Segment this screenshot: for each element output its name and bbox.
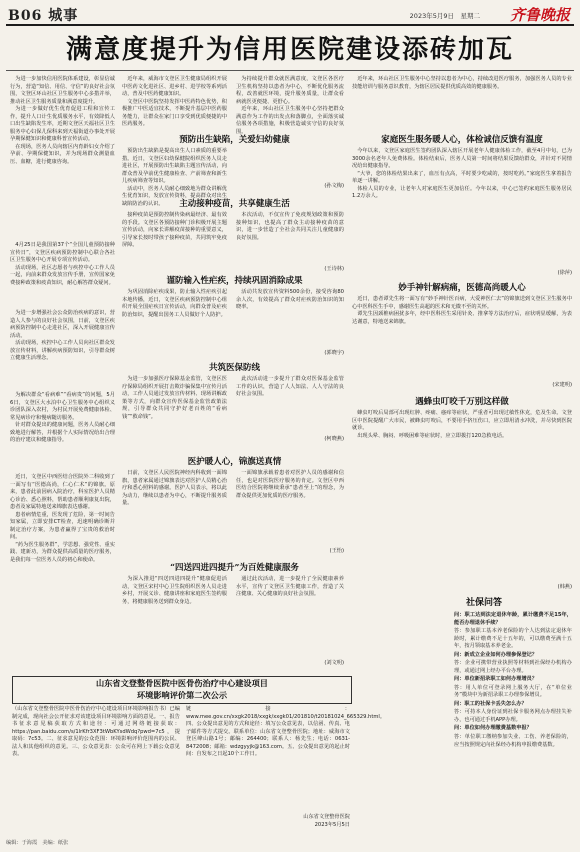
paragraph: 蜂虫叮咬后局部可出现红肿、疼痛、瘙痒等症状，严重者可出现过敏性休克，危及生命。文登区中医院提醒广大市民，被蜂虫叮咬后，不要用手挤压伤口，应立即用清水冲洗，并尽快到医院就诊。	[352, 410, 572, 432]
column-4-intro	[352, 76, 572, 132]
qa-answer: 答：企业可携带营业执照等材料到社保经办机构办理，或通过网上经办平台办理。	[454, 660, 572, 674]
column-2-intro	[122, 76, 227, 134]
paragraph: 为巩固消除疟疾成果，防止输入性疟疾引起本地传播，近日，文登区疾病预防控制中心组织开展全国疟疾日宣传活动，向群众普及疟疾防治知识，提醒出国务工人员做好个人防护。	[122, 289, 227, 318]
paragraph: “药为医生服务群”，学思想、强党性、重实践、建新功，为群众提供高质量的医疗服务，是我们每一位医务人员的初心和使命。	[10, 541, 115, 563]
column-1-clinic	[10, 392, 115, 468]
subheading-medical-insurance: 共筑医保防线	[208, 363, 260, 373]
paragraph: 近日，文登区中西医结合医院外二科收到了一面写有“医德高尚，仁心仁术”的锦旗。原来，患者此前因病入院治疗，科室医护人员精心诊治、悉心照料，帮助患者顺利康复出院，患者及家属特地送来锦旗表达感谢。	[10, 474, 115, 511]
column-3-intro	[236, 76, 344, 135]
qa-answer: 答：可持本人身份证到社保卡服务网点办理挂失补办，也可通过手机APP办理。	[454, 709, 572, 723]
qa-question: 问：职工达到法定退休年龄，累计缴费不足15年，能否办理退休手续？	[454, 612, 572, 626]
subheading-four-sends: “四送四进四提升”为百姓健康服务	[170, 563, 299, 573]
paragraph: 患者病情危重，医发现了危险，第一时间告知家属，立即安排CT检查，迅速明确诊断并制定治疗方案，为患者赢得了宝贵的救治时间。	[10, 511, 115, 541]
notice-body-right: 链接：www.mee.gov.cn/xxgk2018/xxgk/xxgk01/201810/t20181024_665329.html。四、公众提出意见的方式和途径：填写公众意见表，以信函、传真、电子邮件等方式提交。联系单位：山东省文登整骨医院；地址：威海市文登区峰山路1号；邮编：264400；联系人：杨先生；电话：0631-8472008；邮箱：wdzgyyjk@163.com。五、公众提出意见的起止时间：自发布之日起10个工作日。	[186, 706, 386, 758]
byline: (郭晓宇)	[324, 350, 344, 356]
column-3-banner-end	[236, 470, 344, 544]
column-3-vaccination-end	[236, 212, 344, 268]
column-2-birth-defects	[122, 148, 227, 207]
column-2-malaria	[122, 289, 227, 361]
paragraph: 通过此次活动，进一步提升了全民健康素养水平，宣传了文登区卫生健康工作，营造了关注健康、关心健康的良好社会氛围。	[236, 576, 344, 598]
paragraph: 在现场，医务人员向辖区内育龄妇女介绍了孕前、孕期保健知识，并为现场群众测量血压、血糖，进行健康咨询。	[10, 143, 115, 165]
column-2-medical-insurance	[122, 376, 227, 452]
masthead-logo: 齐鲁晚报	[509, 6, 570, 24]
paragraph: 为深入推进“四送四进四提升”健康促进活动，文登区宋村中心卫生院组织医务人员走进乡村，开展义诊、健康讲座和家庭医生签约服务，将健康服务送到群众身边。	[122, 576, 227, 605]
notice-title: 山东省文登整骨医院中医骨伤治疗中心建设项目	[96, 678, 268, 688]
byline: (刘文明)	[324, 660, 344, 666]
paragraph: “大爷，您的体检结果出来了，血压有点高，平时要少吃咸的，按时吃药。”家庭医生拿着报告单逐一讲解。	[352, 170, 572, 185]
byline: (王诗林)	[324, 266, 344, 272]
paragraph: 一面锦旗承载着患者对医护人员的感谢和信任，也是对医院医疗服务的肯定。文登区中西医结合医院将继续秉承“患者至上”的理念，为群众提供更加优质的医疗服务。	[236, 470, 344, 499]
subheading-birth-defects: 预防出生缺陷，关爱妇幼健康	[179, 135, 290, 145]
column-1-health-promo	[10, 310, 115, 380]
paragraph: 为进一步加强医疗保障基金监管，文登区医疗保障局组织开展打击欺诈骗保集中宣传月活动，工作人员通过发放宣传材料、现场讲解政策等方式，向群众宣传医保基金监管政策法规，引导群众共同守护好老百姓的“看病钱”“救命钱”。	[122, 376, 227, 420]
qa-question: 问：单位如何办理缴费基数申报？	[454, 725, 532, 732]
notice-body-left: （山东省文登整骨医院中医骨伤治疗中心建设项目环境影响报告书）已编制完成，现向社会公开征求对该建设项目环境影响方面的意见。一、报告书征求意见稿获取方式和途径：可通过网络链接获取：https://pan.baidu.com/s/1lrKfr3XF3tWbKYsdWdq?pwd=7c5，提取码：7c53。二、征求意见的公众范围：环境影响评价范围内的公民、法人和其他组织的意见。三、公众意见表：公众可在网上下载公众意见表。	[12, 706, 180, 758]
paragraph: 为持续提升群众就医满意度，文登区各医疗卫生机构坚持以患者为中心，不断优化服务流程，改善就医环境，提升服务质量，让群众看病就医更便捷、更舒心。	[236, 76, 344, 105]
page-header	[6, 4, 574, 26]
column-1-banner-story	[10, 474, 115, 669]
paragraph: 近年来，环山社区卫生服务中心坚持以患者为中心，持续改进医疗服务，加强医务人员的专业技能培训与服务意识教育，为辖区居民提供优质高效的健康服务。	[352, 76, 572, 90]
column-1-vaccine	[10, 242, 115, 308]
byline: (徐萍)	[557, 270, 572, 276]
subheading-acupuncture: 妙手神针解病痛，医德高尚暖人心	[398, 283, 526, 293]
paragraph: 接种疫苗是预防控制传染病最经济、最有效的手段。文登区各预防接种门诊积极开展主题宣传活动，向家长讲解疫苗接种的重要意义，引导家长按时带孩子接种疫苗，共同筑牢免疫屏障。	[122, 212, 227, 249]
subheading-vaccination: 主动接种疫苗，共享健康生活	[179, 199, 290, 209]
byline: (孙文梅)	[324, 183, 344, 189]
paragraph: 为进一步做好优生优育促进工程和宣传工作，提升人口计生优质服务水平，有效降低人口出生缺陷发生率，近期文登区天福社区卫生服务中心妇保儿保科来到天福街道办事处开展孕期保健知识和健康科普宣传活动。	[10, 106, 115, 143]
paragraph: 此次活动进一步提升了群众对医保基金监管工作的认识，营造了人人知法、人人守法的良好社会氛围。	[236, 376, 344, 398]
paragraph: 活动共发放宣传资料500余份，接受咨询80余人次，有效提高了群众对疟疾防治知识的知晓率。	[236, 289, 344, 311]
subheading-banner: 医护暖人心，锦旗送真情	[187, 457, 282, 467]
column-4-insect-bites	[352, 410, 572, 568]
paragraph: 活动现场，疾控中心工作人员向社区群众发放宣传材料，讲解疾病预防知识，引导群众树立健康生活理念。	[10, 340, 115, 362]
column-3-malaria-end	[236, 289, 344, 345]
qa-list	[454, 612, 572, 836]
qa-question: 问：新成立企业如何办理参保登记？	[454, 651, 538, 658]
byline: (柯晓燕)	[324, 436, 344, 442]
paragraph: 为解决群众“看病难”“看病贵”的问题，5月6日，文登区大水泊中心卫生服务中心组织义诊团队深入农村，为村民开展免费健康体检、常见病诊疗和慢病随访服务。	[10, 392, 115, 421]
qa-section-title: 社保问答	[466, 598, 503, 608]
byline: (宋建明)	[552, 382, 572, 388]
paragraph: 为进一步加快信用医院体系建设，彰显信诚行为，营造“知信、用信、守信”的良好社会氛围，文登区环山社区卫生服务中心多措并举，推动社区卫生服务质量和满意度提升。	[10, 76, 115, 105]
column-1-intro	[10, 76, 115, 188]
page-footer: 编辑：于海霞 美编：纸张	[6, 840, 74, 846]
paragraph: 出现头晕、胸闷、呼吸困难等症状时，应立即拨打120急救电话。	[357, 432, 508, 439]
column-3-four-sends-end	[236, 576, 344, 652]
column-3-insurance-end	[236, 376, 344, 430]
subheading-insect-bites: 遇蜂虫叮咬千万别这样做	[415, 397, 509, 407]
qa-question: 问：单位新招录职工如何办理增员？	[454, 676, 538, 683]
subheading-family-doctor: 家庭医生服务暖人心，体检诚信反馈有温度	[381, 135, 543, 145]
column-4-acupuncture	[352, 296, 572, 382]
qa-answer: 答：单位职工缴纳参加失业、工伤、养老保险的，应当按照规定向社保经办机构申报缴费基数。	[454, 733, 572, 748]
paragraph: 今年以来，文登区家庭医生签约团队深入辖区开展老年人健康体检工作，截至4月中旬，已为3000余名老年人免费体检。体检结束后，医务人员第一时间将结果反馈给群众，并针对不同情况给出健康指导。	[352, 148, 572, 170]
column-2-vaccination	[122, 212, 227, 276]
paragraph: 近日，患者谭先生将一面写有“妙手神针医百病，大爱神医仁去”的锦旗送到文登区卫生服务中心中医科医生手中，感谢医生高超的医术和无微不至的关怀。	[352, 296, 572, 310]
byline: (王怡)	[329, 548, 344, 554]
paragraph: 活动中，医务人员耐心细致地为群众讲解优生优育知识，发放宣传资料，提高群众对出生缺陷防治的认识。	[122, 185, 227, 207]
qa-answer: 答：参加职工基本养老保险的个人达到法定退休年龄时，累计缴费不足十五年的，可以缴费至满十五年，按月领取基本养老金。	[454, 628, 572, 650]
column-4-family-doctor	[352, 148, 572, 258]
notice-title-box	[12, 676, 352, 704]
paragraph: 针对群众提出的健康问题，医务人员耐心细致地进行解答，并根据个人实际情况给出合理的治疗建议和健康指导。	[10, 422, 115, 444]
page-number: B06 城事	[8, 8, 79, 24]
paragraph: 日前，文登区人民医院神经内科收到一面锦旗，患者家属通过锦旗表达对医护人员精心治疗和悉心照料的感谢。医护人员表示，将以此为动力，继续以患者为中心，不断提升服务质量。	[122, 470, 227, 507]
qa-answer: 答：用人单位可登录网上服务大厅，在“单位业务”模块中为新招录职工办理参保增员。	[454, 684, 572, 699]
column-2-four-sends	[122, 576, 227, 670]
main-headline: 满意度提升为信用医院建设添砖加瓦	[65, 35, 514, 65]
paragraph: 本次活动，不仅宣传了免疫规划政策和预防接种知识，也提高了群众主动接种疫苗的意识，进一步营造了全社会共同关注儿童健康的良好氛围。	[236, 212, 344, 241]
issue-date: 2023年5月9日 星期二	[409, 12, 480, 20]
notice-signature: 山东省文登整骨医院	[303, 814, 350, 820]
paragraph: 预防出生缺陷是提高出生人口素质的重要举措。近日，文登区妇幼保健院组织医务人员走进社区，开展预防出生缺陷主题宣传活动，向群众普及孕前优生健康检查、产前筛查和新生儿疾病筛查等知识。	[122, 148, 227, 185]
paragraph: 近年来，威海市文登区卫生健康局组织开展中医药文化进社区、进乡村、进学校等系列活动，普及中医药健康知识。	[122, 76, 227, 98]
byline: (韩燕)	[557, 584, 572, 590]
paragraph: 体检人员的专业，让老年人对家庭医生更加信任。今年以来，中心已签约家庭医生服务居民1.2万余人。	[352, 185, 572, 200]
qa-question: 问：职工的社保卡丢失怎么办？	[454, 700, 527, 707]
paragraph: 谭先生因颈椎病困扰多年，经中医科医生采用针灸、推拿等方法治疗后，症状明显缓解，为表达谢意，特地送来锦旗。	[352, 311, 572, 325]
notice-subtitle: 环境影响评价第二次公示	[136, 690, 228, 700]
paragraph: 活动现场，社区志愿者与疾控中心工作人员一起，向前来群众发放宣传手册，宣传国家免费接种政策和疫苗知识，耐心解答群众疑问。	[10, 264, 115, 286]
headline-rule	[6, 70, 574, 71]
paragraph: 文登区中医院坚持发挥中医药特色优势，积极推广中医适宜技术，不断提升基层中医药服务能力，让群众在家门口享受到优质便捷的中医药服务。	[122, 98, 227, 128]
column-2-banner	[122, 470, 227, 560]
subheading-malaria: 谨防输入性疟疾，持续巩固消除成果	[166, 276, 303, 286]
paragraph: 为进一步增强社会公众防治疾病的意识，营造人人参与的良好社会氛围，日前，文登区疾病预防控制中心走进社区，深入开展健康宣传活动。	[10, 310, 115, 339]
notice-date: 2023年5月5日	[314, 822, 350, 828]
paragraph: 4月25日是我国第37个“全国儿童预防接种宣传日”，文登区疾病预防控制中心联合各社区卫生服务中心开展专项宣传活动。	[10, 242, 115, 264]
paragraph: 近年来，环山社区卫生服务中心坚持把群众满意作为工作的出发点和落脚点，全面落实诚信服务各项措施，积极营造诚实守信的良好氛围。	[236, 106, 344, 135]
